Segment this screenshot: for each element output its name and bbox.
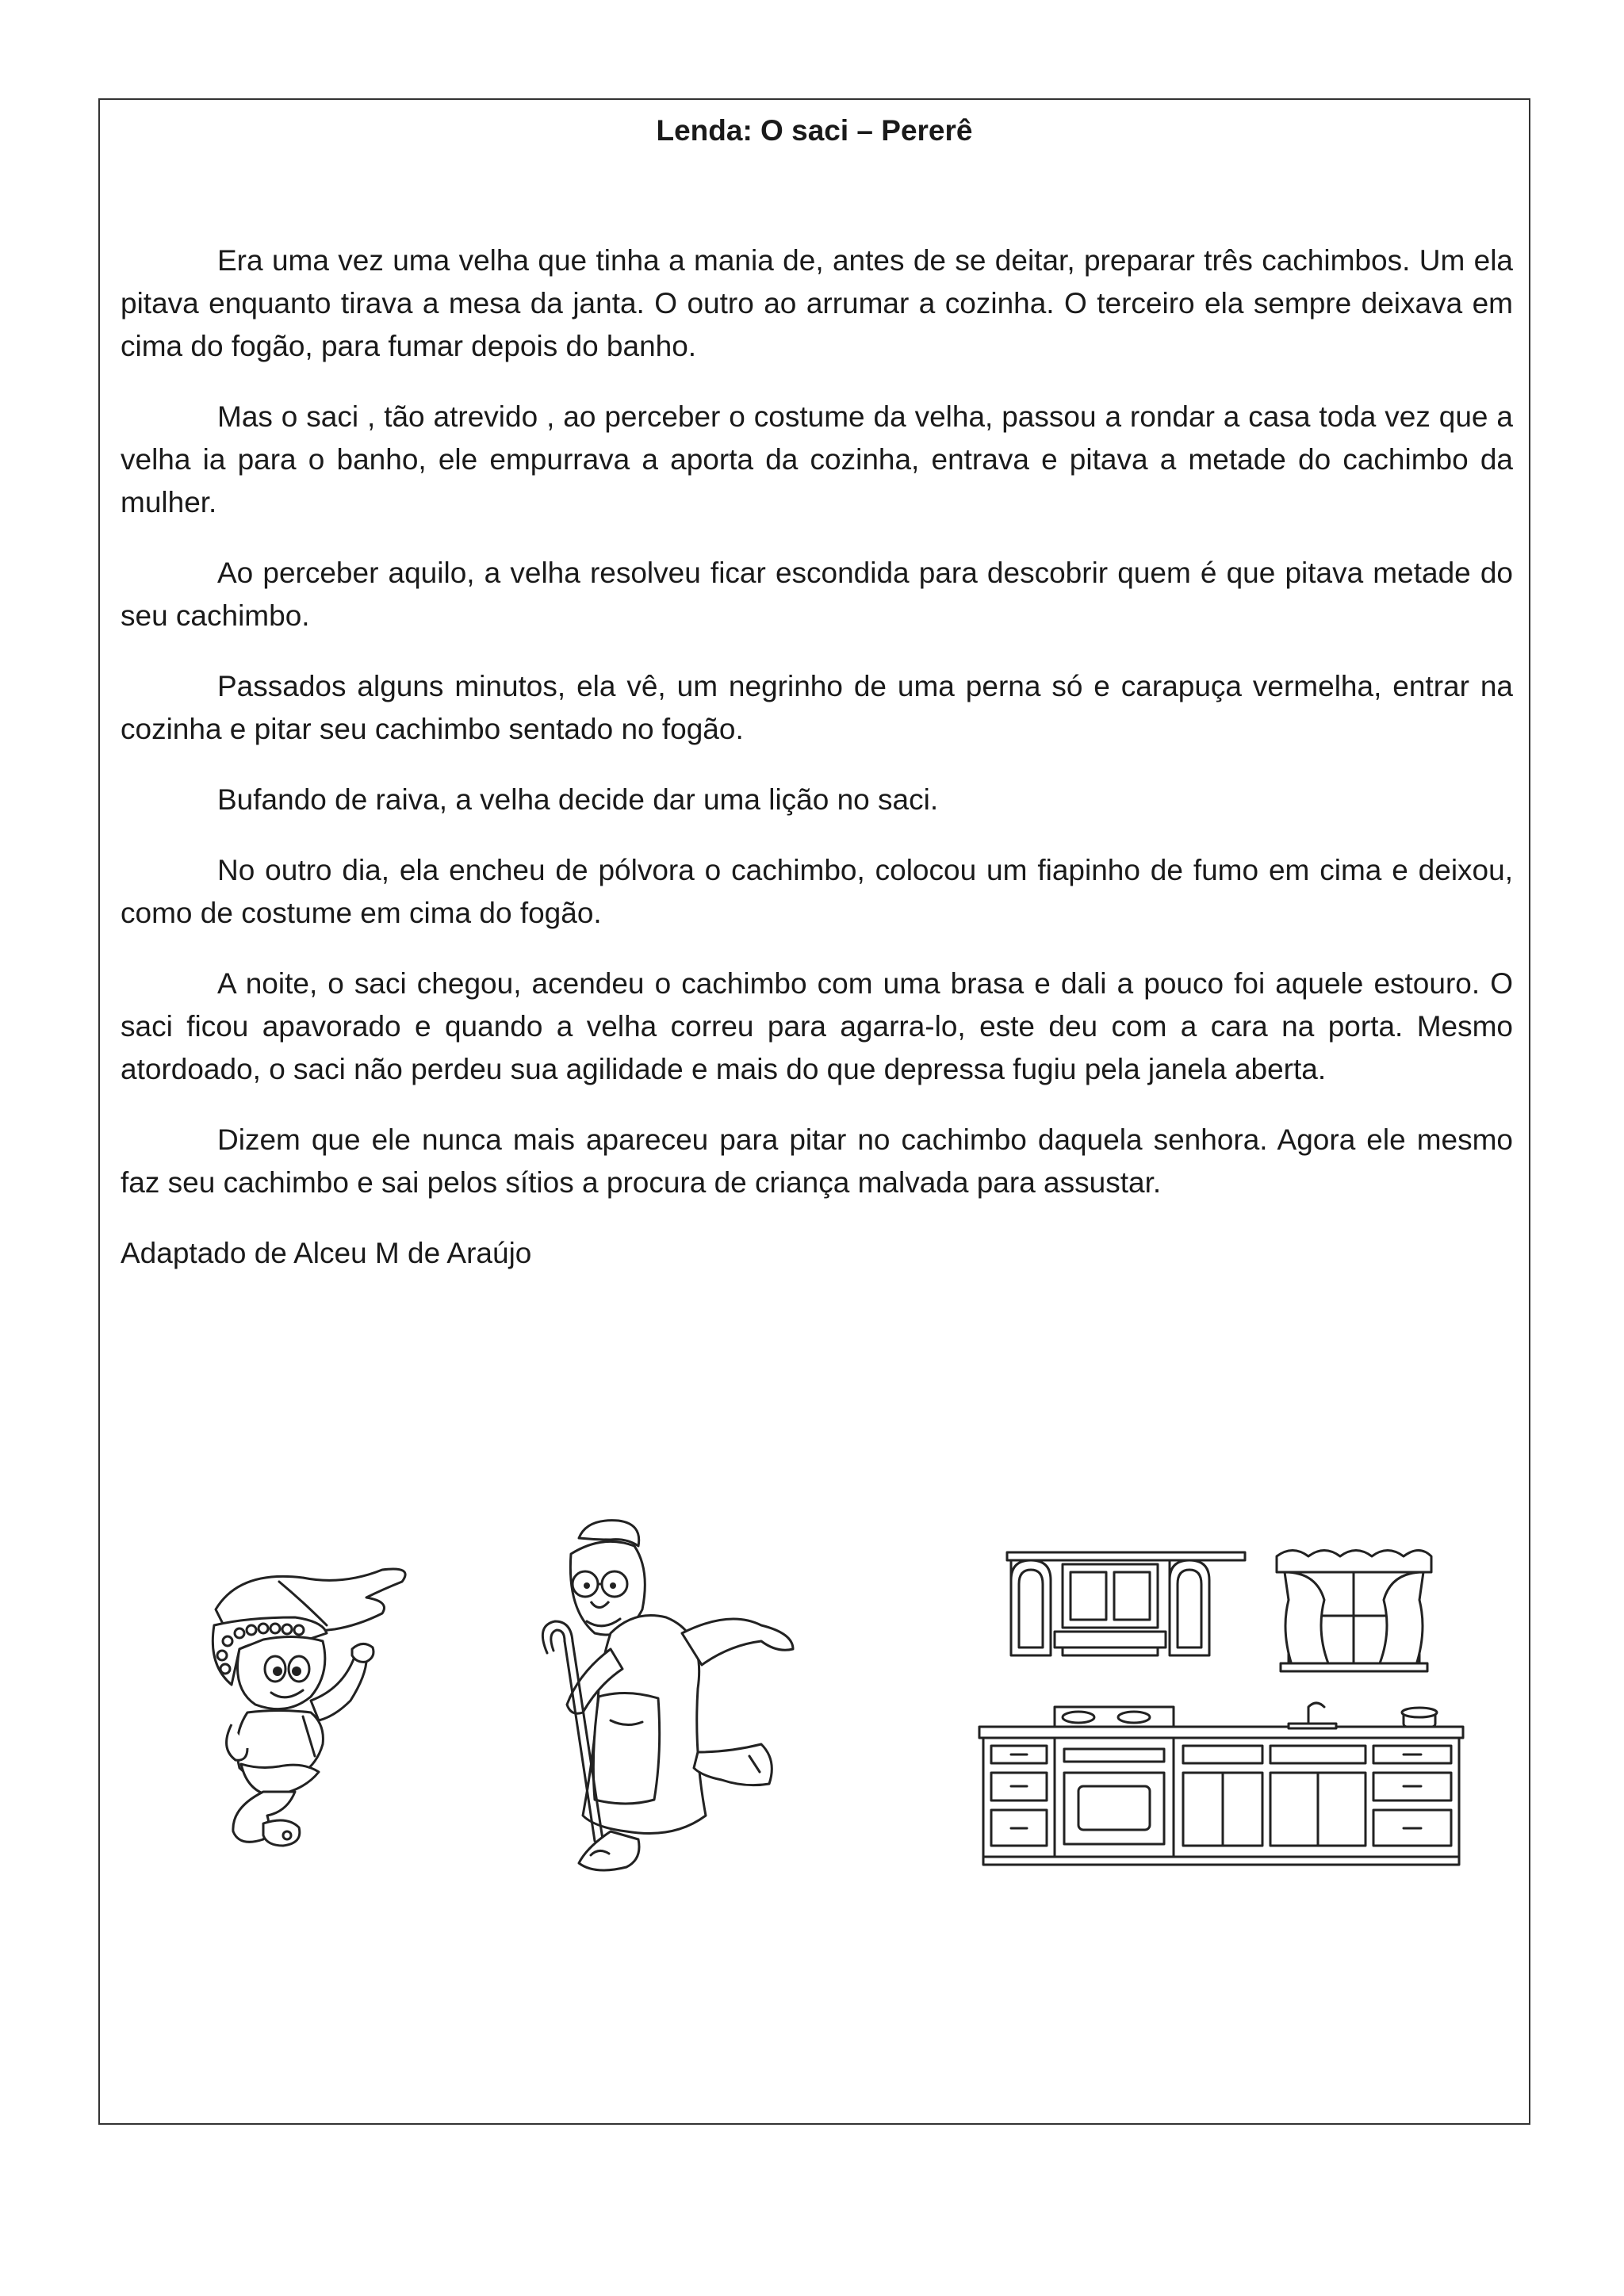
paragraph-7: A noite, o saci chegou, acendeu o cachimbo com uma brasa e dali a pouco foi aquele estouro. O saci ficou apavorado e quando a velha correu para agarra-lo, este deu com a cara na porta. Mesmo atordoado, o saci não perdeu sua agilidade e mais do que depressa fugiu pela janela aberta. (121, 967, 1513, 1085)
author-credit: Adaptado de Alceu M de Araújo (121, 1237, 532, 1269)
paragraph-5: Bufando de raiva, a velha decide dar uma lição no saci. (217, 783, 939, 816)
old-woman-icon (523, 1514, 841, 1887)
document-title: Lenda: O saci – Pererê (656, 114, 973, 147)
paragraph-8: Dizem que ele nunca mais apareceu para pitar no cachimbo daquela senhora. Agora ele mesmo faz seu cachimbo e sai pelos sítios a procura de criança malvada para assustar. (121, 1123, 1513, 1199)
saci-icon (184, 1554, 422, 1855)
kitchen-icon (975, 1536, 1467, 1885)
saci-illustration (184, 1554, 422, 1855)
paragraph-6: No outro dia, ela encheu de pólvora o cachimbo, colocou um fiapinho de fumo em cima e deixou, como de costume em cima do fogão. (121, 854, 1513, 929)
paragraph-3: Ao perceber aquilo, a velha resolveu ficar escondida para descobrir quem é que pitava metade do seu cachimbo. (121, 557, 1513, 632)
kitchen-illustration (975, 1536, 1467, 1885)
paragraph-2: Mas o saci , tão atrevido , ao perceber o costume da velha, passou a rondar a casa toda vez que a velha ia para o banho, ele empurrava a aporta da cozinha, entrava e pitava a metade do cachimbo da mulher. (121, 400, 1513, 519)
story-body (121, 239, 1513, 1303)
old-woman-illustration (523, 1514, 841, 1887)
paragraph-1: Era uma vez uma velha que tinha a mania de, antes de se deitar, preparar três cachimbos. Um ela pitava enquanto tirava a mesa da janta. O outro ao arrumar a cozinha. O terceiro ela sempre deixava em cima do fogão, para fumar depois do banho. (121, 244, 1513, 362)
paragraph-4: Passados alguns minutos, ela vê, um negrinho de uma perna só e carapuça vermelha, entrar na cozinha e pitar seu cachimbo sentado no fogão. (121, 670, 1513, 745)
